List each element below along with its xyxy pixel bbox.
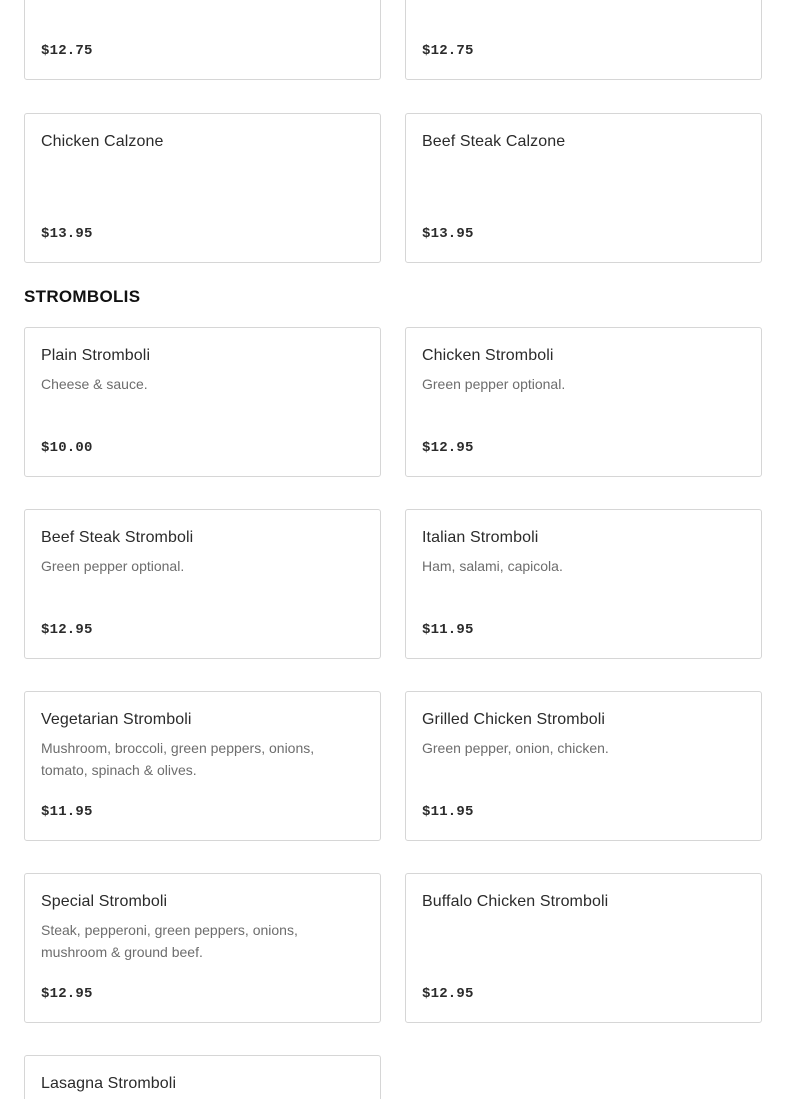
item-name: Beef Steak Stromboli	[41, 529, 194, 546]
menu-item-card[interactable]	[24, 0, 381, 80]
item-name: Chicken Stromboli	[422, 347, 554, 364]
item-name: Lasagna Stromboli	[41, 1075, 177, 1092]
menu-item-card[interactable]	[24, 327, 381, 477]
item-name: Italian Stromboli	[422, 529, 539, 546]
menu-item-card[interactable]	[405, 691, 762, 841]
item-price: $12.95	[41, 986, 93, 1002]
item-name: Vegetarian Stromboli	[41, 711, 192, 728]
item-price: $10.00	[41, 440, 93, 456]
item-price: $12.95	[422, 986, 474, 1002]
item-price: $11.95	[422, 622, 474, 638]
item-name: Buffalo Chicken Stromboli	[422, 893, 609, 910]
item-price: $11.95	[41, 804, 93, 820]
item-description: Green pepper optional.	[422, 376, 566, 392]
item-name: Chicken Calzone	[41, 133, 164, 150]
menu-item-card[interactable]	[405, 0, 762, 80]
item-price: $12.95	[41, 622, 93, 638]
item-name: Grilled Chicken Stromboli	[422, 711, 606, 728]
item-description: Steak, pepperoni, green peppers, onions, mushroom & ground beef.	[41, 922, 298, 960]
menu-item-card[interactable]	[24, 509, 381, 659]
item-description: Mushroom, broccoli, green peppers, onions, tomato, spinach & olives.	[41, 740, 315, 778]
item-description: Ham, salami, capicola.	[422, 558, 563, 574]
menu-item-card[interactable]	[405, 113, 762, 263]
menu-item-card[interactable]	[24, 1055, 381, 1099]
item-name: Special Stromboli	[41, 893, 168, 910]
item-description: Green pepper, onion, chicken.	[422, 740, 609, 756]
item-description: Cheese & sauce.	[41, 376, 148, 392]
item-price: $12.75	[422, 43, 474, 59]
item-price: $13.95	[422, 226, 474, 242]
section-heading-strombolis: STROMBOLIS	[24, 287, 141, 306]
item-price: $12.95	[422, 440, 474, 456]
item-description: Green pepper optional.	[41, 558, 185, 574]
menu-item-card[interactable]	[405, 873, 762, 1023]
item-name: Plain Stromboli	[41, 347, 151, 364]
menu-item-card[interactable]	[24, 691, 381, 841]
menu-item-card[interactable]	[24, 873, 381, 1023]
item-price: $12.75	[41, 43, 93, 59]
item-name: Beef Steak Calzone	[422, 133, 566, 150]
menu-item-card[interactable]	[24, 113, 381, 263]
item-price: $11.95	[422, 804, 474, 820]
menu-item-card[interactable]	[405, 509, 762, 659]
item-price: $13.95	[41, 226, 93, 242]
menu-item-card[interactable]	[405, 327, 762, 477]
